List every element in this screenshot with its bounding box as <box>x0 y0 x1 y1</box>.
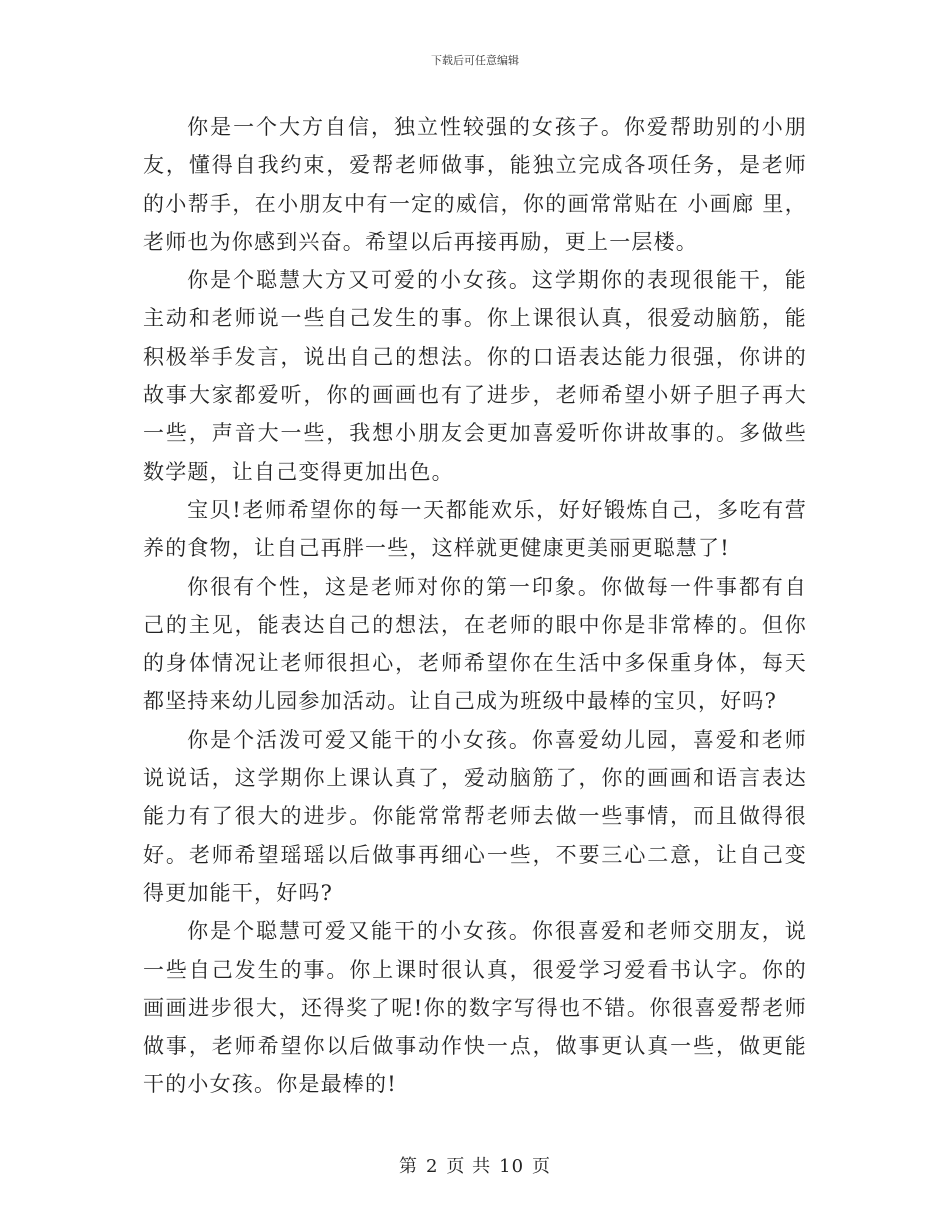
paragraph-5: 你是个活泼可爱又能干的小女孩。你喜爱幼儿园，喜爱和老师说说话，这学期你上课认真了，爱动脑筋了，你的画画和语言表达能力有了很大的进步。你能常常帮老师去做一些事情，而且做得很好。老师希望瑶瑶以后做事再细心一些，不要三心二意，让自己变得更加能干，好吗? <box>143 727 807 905</box>
paragraph-1: 你是一个大方自信，独立性较强的女孩子。你爱帮助别的小朋友，懂得自我约束，爱帮老师做事，能独立完成各项任务，是老师的小帮手，在小朋友中有一定的威信，你的画常常贴在 小画廊 里，老师也为你感到兴奋。希望以后再接再励，更上一层楼。 <box>143 115 807 254</box>
paragraph-2: 你是个聪慧大方又可爱的小女孩。这学期你的表现很能干，能主动和老师说一些自己发生的事。你上课很认真，很爱动脑筋，能积极举手发言，说出自己的想法。你的口语表达能力很强，你讲的故事大家都爱听，你的画画也有了进步，老师希望小妍子胆子再大一些，声音大一些，我想小朋友会更加喜爱听你讲故事的。多做些数学题，让自己变得更加出色。 <box>143 268 807 484</box>
paragraph-4: 你很有个性，这是老师对你的第一印象。你做每一件事都有自己的主见，能表达自己的想法，在老师的眼中你是非常棒的。但你的身体情况让老师很担心，老师希望你在生活中多保重身体，每天都坚持来幼儿园参加活动。让自己成为班级中最棒的宝贝，好吗? <box>143 574 807 714</box>
paragraph-6: 你是个聪慧可爱又能干的小女孩。你很喜爱和老师交朋友，说一些自己发生的事。你上课时很认真，很爱学习爱看书认字。你的画画进步很大，还得奖了呢!你的数字写得也不错。你很喜爱帮老师做事，老师希望你以后做事动作快一点，做事更认真一些，做更能干的小女孩。你是最棒的! <box>143 919 807 1097</box>
page-number-current: 2 <box>425 1156 439 1177</box>
page-footer <box>0 1152 950 1178</box>
page-label-mid: 页 共 <box>446 1156 492 1177</box>
page-label-prefix: 第 <box>398 1156 418 1177</box>
document-body <box>143 108 807 1104</box>
page-number-total: 10 <box>499 1156 525 1177</box>
page-header: 下载后可任意编辑 <box>431 54 519 67</box>
paragraph-3: 宝贝!老师希望你的每一天都能欢乐，好好锻炼自己，多吃有营养的食物，让自己再胖一些，这样就更健康更美丽更聪慧了! <box>143 497 807 561</box>
page-label-suffix: 页 <box>532 1156 552 1177</box>
